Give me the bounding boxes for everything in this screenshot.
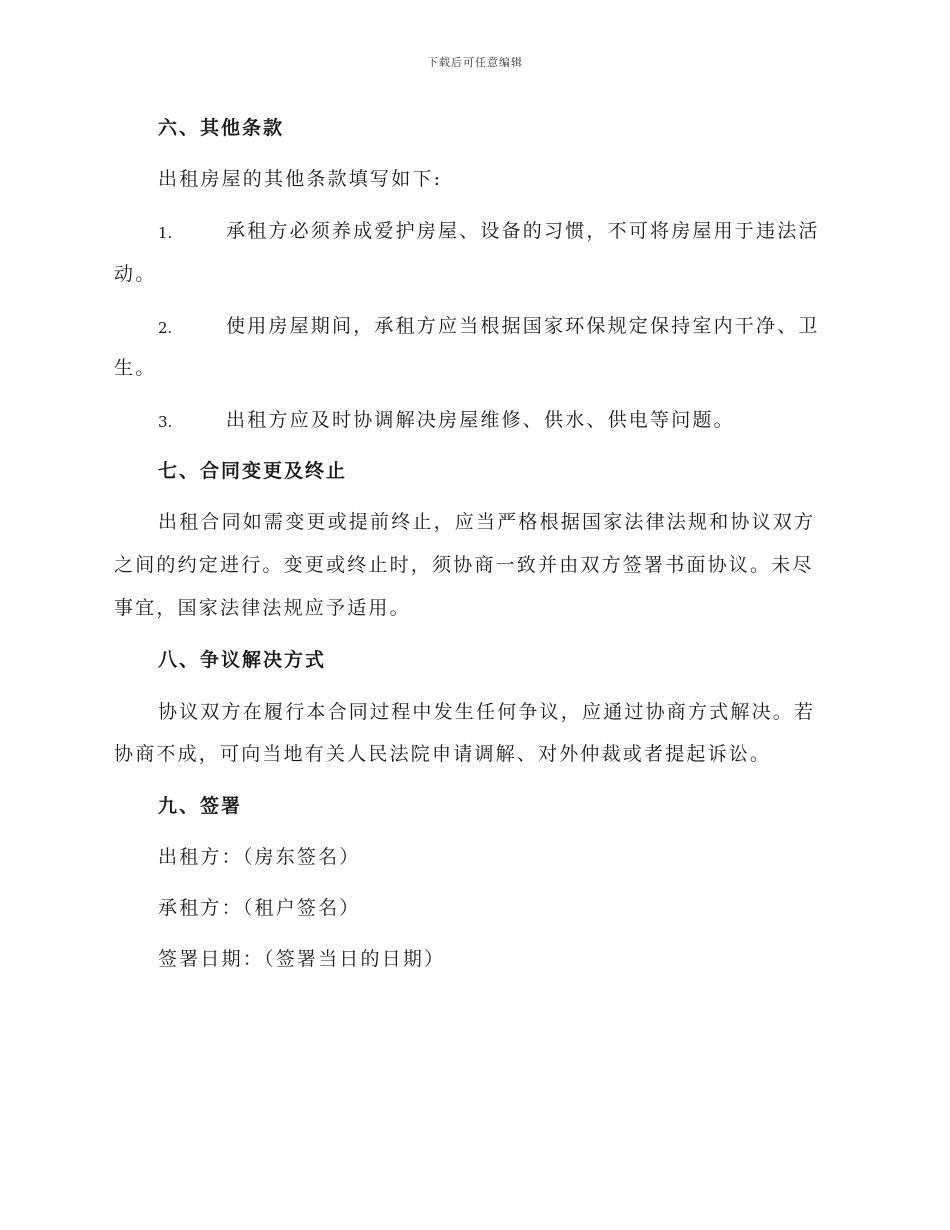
page-header: 下载后可任意编辑	[427, 56, 523, 69]
paragraph-line: 协议双方在履行本合同过程中发生任何争议，应通过协商方式解决。若	[158, 701, 816, 723]
list-item-number-2: 2.	[158, 319, 173, 337]
list-item-text-3: 出租方应及时协调解决房屋维修、供水、供电等问题。	[226, 409, 735, 431]
section-heading-signing: 九、签署	[158, 795, 243, 817]
paragraph-line: 出租合同如需变更或提前终止，应当严格根据国家法律法规和协议双方	[158, 511, 816, 533]
list-item-text-1: 承租方必须养成爱护房屋、设备的习惯，不可将房屋用于违法活	[226, 220, 820, 242]
section-heading-change-termination: 七、合同变更及终止	[158, 460, 348, 482]
paragraph-line: 之间的约定进行。变更或终止时，须协商一致并由双方签署书面协议。未尽	[114, 554, 814, 576]
section-heading-dispute-resolution: 八、争议解决方式	[158, 649, 327, 671]
list-item-number-1: 1.	[158, 224, 173, 242]
paragraph-intro: 出租房屋的其他条款填写如下:	[158, 168, 443, 190]
paragraph-line: 协商不成，可向当地有关人民法院申请调解、对外仲裁或者提起诉讼。	[114, 743, 772, 765]
list-item-text-2: 使用房屋期间，承租方应当根据国家环保规定保持室内干净、卫	[226, 315, 820, 337]
signature-lessee: 承租方：（租户签名）	[158, 897, 361, 919]
section-heading-other-terms: 六、其他条款	[158, 117, 285, 139]
list-item-text-2-cont: 生。	[114, 357, 157, 379]
list-item-text-1-cont: 动。	[114, 263, 157, 285]
list-item-number-3: 3.	[158, 413, 173, 431]
signature-date: 签署日期：（签署当日的日期）	[158, 948, 446, 970]
signature-lessor: 出租方：（房东签名）	[158, 846, 361, 868]
paragraph-line: 事宜，国家法律法规应予适用。	[114, 597, 411, 619]
